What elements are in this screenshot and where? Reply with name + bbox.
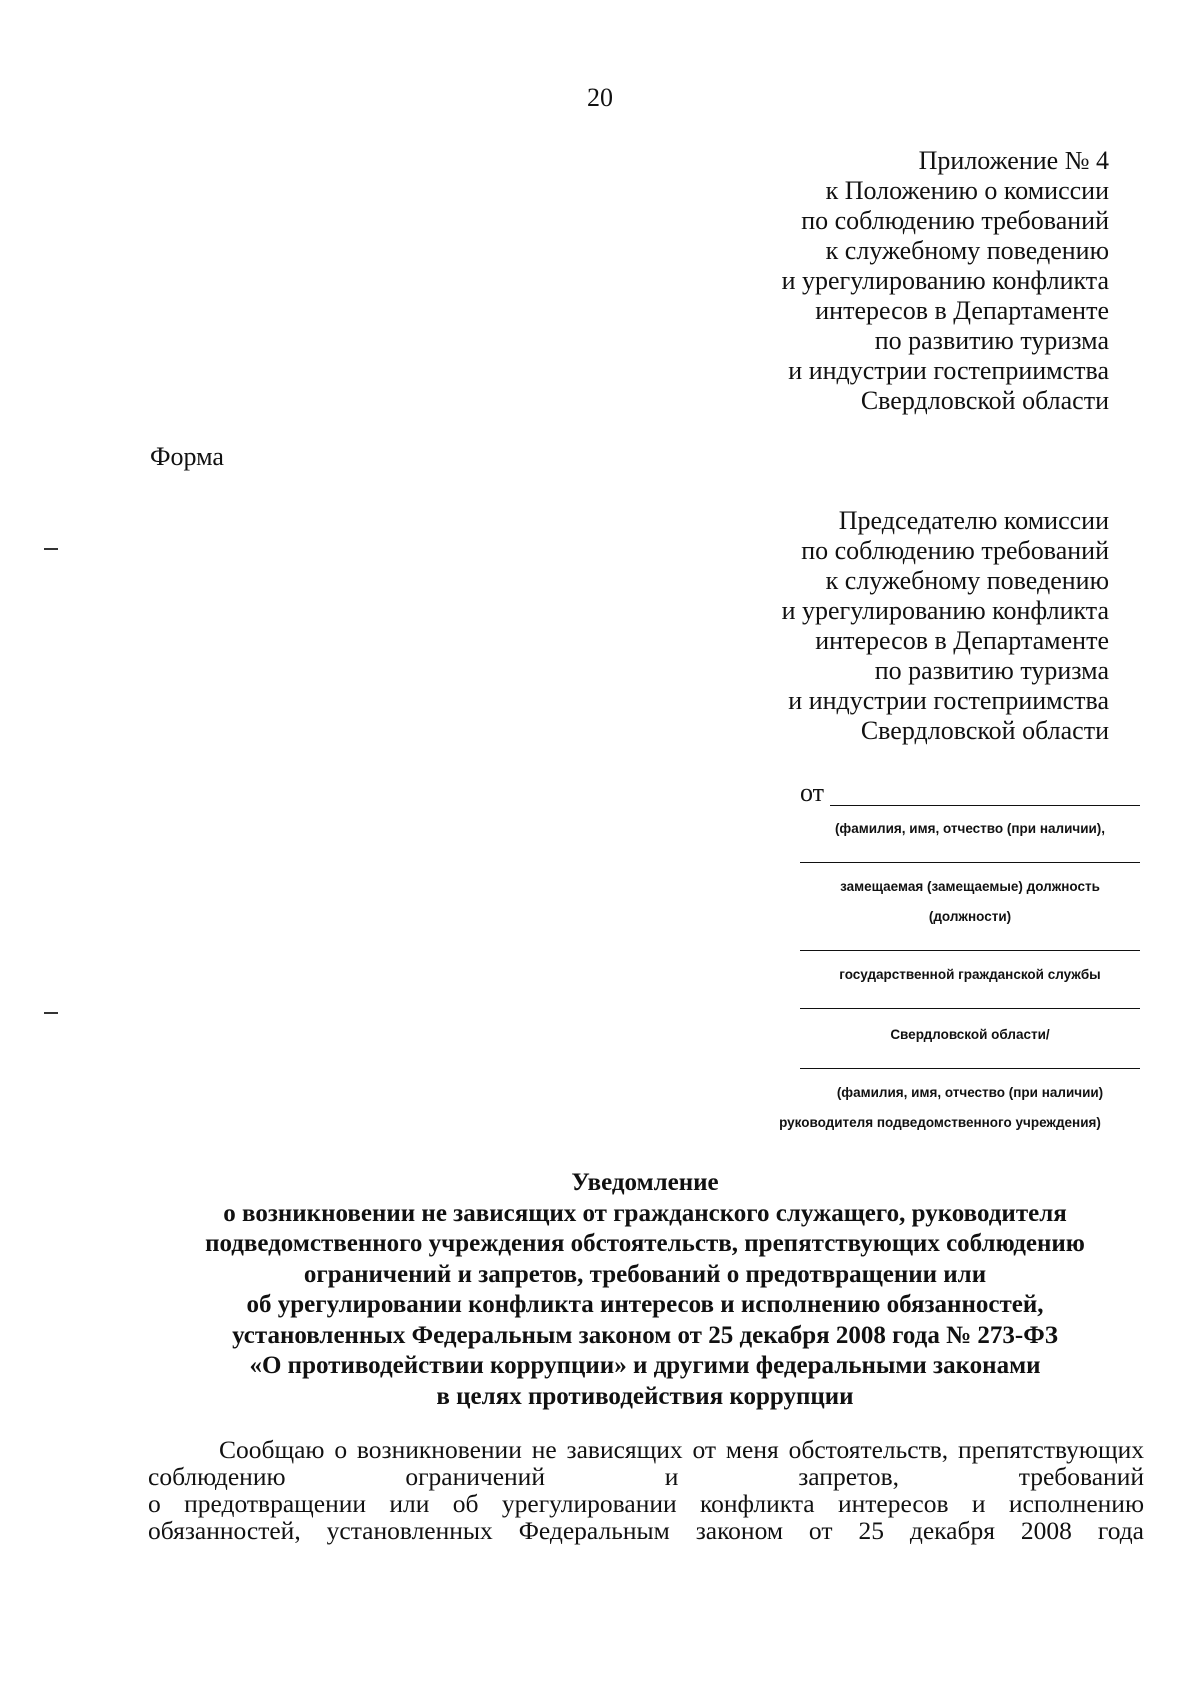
body-line: о предотвращении или об урегулировании конфликта интересов и исполнению <box>148 1489 1144 1518</box>
appendix-header <box>782 146 1109 416</box>
title-line: Уведомление <box>571 1169 719 1196</box>
title-line: о возникновении не зависящих от гражданского служащего, руководителя <box>223 1199 1067 1227</box>
sender-caption: государственной гражданской службы <box>839 967 1101 982</box>
sender-caption: Свердловской области/ <box>890 1027 1050 1042</box>
sender-caption: замещаемая (замещаемые) должность <box>840 879 1100 894</box>
addressee-line: Председателю комиссии <box>838 506 1109 535</box>
notification-title <box>140 1168 1150 1412</box>
appendix-line: по соблюдению требований <box>801 206 1109 235</box>
appendix-line: и урегулированию конфликта <box>781 266 1109 295</box>
sender-fill-line[interactable] <box>800 950 1140 951</box>
sender-fill-line[interactable] <box>800 1068 1140 1069</box>
addressee-line: и индустрии гостеприимства <box>788 686 1109 715</box>
title-line: установленных Федеральным законом от 25 декабря 2008 года № 273-ФЗ <box>232 1321 1058 1349</box>
appendix-line: Свердловской области <box>860 386 1109 415</box>
addressee-line: по развитию туризма <box>874 656 1109 685</box>
notification-body <box>148 1436 1144 1544</box>
title-line: в целях противодействия коррупции <box>436 1382 854 1410</box>
addressee-block <box>782 506 1109 746</box>
scan-mark <box>44 548 58 550</box>
sender-caption: (должности) <box>928 909 1012 924</box>
from-fill-line[interactable] <box>830 805 1140 806</box>
addressee-line: по соблюдению требований <box>801 536 1109 565</box>
sender-fill-line[interactable] <box>800 1008 1140 1009</box>
sender-caption: (фамилия, имя, отчество (при наличии) <box>836 1085 1104 1100</box>
appendix-line: к Положению о комиссии <box>825 176 1109 205</box>
addressee-line: Свердловской области <box>860 716 1109 745</box>
body-line: соблюдению ограничений и запретов, требований <box>148 1462 1144 1491</box>
appendix-line: интересов в Департаменте <box>815 296 1109 325</box>
from-label: от <box>800 778 825 807</box>
addressee-line: к служебному поведению <box>825 566 1109 595</box>
scan-mark <box>44 1012 58 1014</box>
title-line: об урегулировании конфликта интересов и исполнению обязанностей, <box>246 1291 1044 1318</box>
sender-caption: руководителя подведомственного учреждения) <box>779 1115 1101 1130</box>
addressee-line: интересов в Департаменте <box>815 626 1109 655</box>
sender-fill-line[interactable] <box>800 862 1140 863</box>
appendix-line: и индустрии гостеприимства <box>788 356 1109 385</box>
appendix-line: к служебному поведению <box>825 236 1109 265</box>
sender-caption: (фамилия, имя, отчество (при наличии), <box>834 821 1106 836</box>
title-line: ограничений и запретов, требований о предотвращении или <box>303 1260 987 1288</box>
page-number: 20 <box>587 83 613 112</box>
appendix-line: по развитию туризма <box>874 326 1109 355</box>
title-line: подведомственного учреждения обстоятельств, препятствующих соблюдению <box>205 1230 1085 1257</box>
title-line: «О противодействии коррупции» и другими федеральными законами <box>249 1352 1041 1379</box>
form-label: Форма <box>150 442 224 471</box>
body-line: обязанностей, установленных Федеральным законом от 25 декабря 2008 года <box>148 1516 1144 1545</box>
addressee-line: и урегулированию конфликта <box>781 596 1109 625</box>
appendix-line: Приложение № 4 <box>918 146 1109 175</box>
body-line: Сообщаю о возникновении не зависящих от меня обстоятельств, препятствующих <box>219 1435 1144 1464</box>
